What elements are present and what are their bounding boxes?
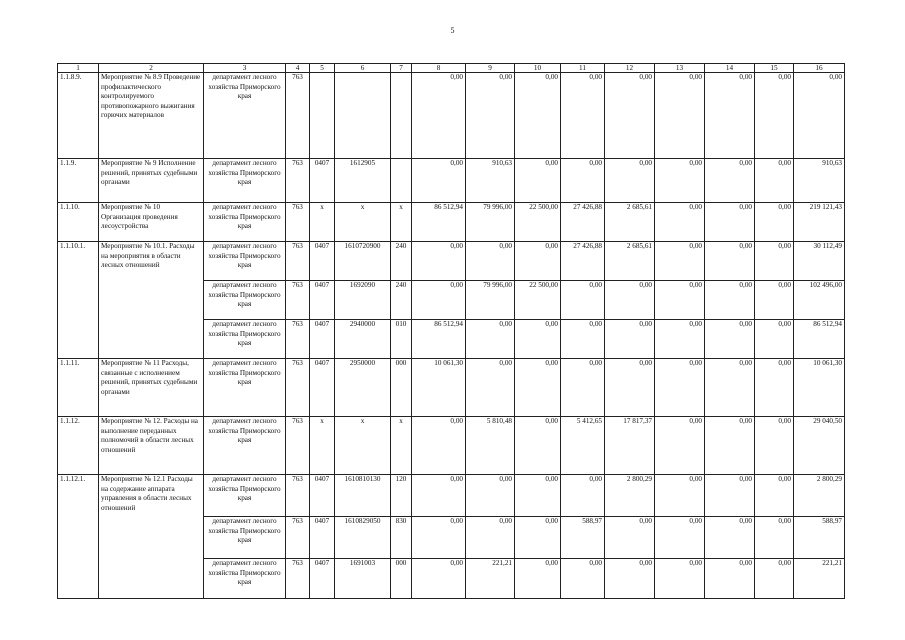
table-row	[58, 159, 845, 203]
grbs-cell: 763	[286, 159, 310, 203]
amount-cell: 79 996,00	[466, 281, 515, 320]
rzpr-cell: x	[310, 203, 335, 242]
table-row	[58, 203, 845, 242]
vr-cell: 000	[391, 359, 412, 417]
amount-cell: 0,00	[794, 73, 845, 159]
amount-cell: 0,00	[705, 159, 755, 203]
amount-cell: 0,00	[655, 359, 705, 417]
executor-cell: департамент лесного хозяйства Приморского края	[204, 359, 286, 417]
amount-cell: 0,00	[466, 517, 515, 559]
amount-cell: 588,97	[561, 517, 605, 559]
amount-cell: 0,00	[561, 281, 605, 320]
amount-cell: 910,63	[794, 159, 845, 203]
amount-cell: 0,00	[705, 242, 755, 281]
amount-cell: 219 121,43	[794, 203, 845, 242]
vr-cell: x	[391, 417, 412, 475]
amount-cell: 0,00	[705, 320, 755, 359]
amount-cell: 0,00	[605, 517, 655, 559]
measure-name-cell: Мероприятие № 10 Организация проведения лесоустройства	[99, 203, 204, 242]
csr-cell: 1691003	[335, 559, 391, 599]
amount-cell: 0,00	[412, 517, 466, 559]
rzpr-cell: 0407	[310, 242, 335, 281]
column-header: 1	[58, 64, 99, 73]
rzpr-cell: x	[310, 417, 335, 475]
amount-cell: 0,00	[515, 475, 561, 517]
amount-cell: 17 817,37	[605, 417, 655, 475]
amount-cell: 2 800,29	[794, 475, 845, 517]
amount-cell: 0,00	[655, 417, 705, 475]
amount-cell: 0,00	[515, 73, 561, 159]
amount-cell: 0,00	[466, 242, 515, 281]
amount-cell: 0,00	[605, 281, 655, 320]
amount-cell: 0,00	[655, 159, 705, 203]
grbs-cell: 763	[286, 242, 310, 281]
column-number-row	[58, 64, 845, 73]
measure-name-cell: Мероприятие № 8.9 Проведение профилактического контролируемого противопожарного выжигания горючих материалов	[99, 73, 204, 159]
executor-cell: департамент лесного хозяйства Приморского края	[204, 320, 286, 359]
grbs-cell: 763	[286, 559, 310, 599]
amount-cell: 0,00	[655, 281, 705, 320]
amount-cell: 2 685,61	[605, 242, 655, 281]
column-header: 11	[561, 64, 605, 73]
amount-cell: 0,00	[755, 559, 794, 599]
table-row	[58, 73, 845, 159]
column-header: 8	[412, 64, 466, 73]
amount-cell: 0,00	[705, 417, 755, 475]
amount-cell: 0,00	[605, 320, 655, 359]
amount-cell: 0,00	[705, 203, 755, 242]
amount-cell: 22 500,00	[515, 203, 561, 242]
amount-cell: 0,00	[561, 559, 605, 599]
amount-cell: 0,00	[412, 475, 466, 517]
amount-cell: 0,00	[561, 320, 605, 359]
row-code-cell: 1.1.11.	[58, 359, 99, 417]
amount-cell: 221,21	[794, 559, 845, 599]
column-header: 7	[391, 64, 412, 73]
amount-cell: 0,00	[655, 517, 705, 559]
amount-cell: 0,00	[412, 73, 466, 159]
amount-cell: 0,00	[466, 320, 515, 359]
amount-cell: 0,00	[466, 475, 515, 517]
column-header: 14	[705, 64, 755, 73]
amount-cell: 29 040,50	[794, 417, 845, 475]
amount-cell: 22 500,00	[515, 281, 561, 320]
vr-cell: 830	[391, 517, 412, 559]
amount-cell: 79 996,00	[466, 203, 515, 242]
amount-cell: 0,00	[515, 517, 561, 559]
amount-cell: 0,00	[705, 73, 755, 159]
amount-cell: 2 800,29	[605, 475, 655, 517]
amount-cell: 0,00	[466, 73, 515, 159]
table-row	[58, 359, 845, 417]
column-header: 2	[99, 64, 204, 73]
column-header: 5	[310, 64, 335, 73]
csr-cell: x	[335, 417, 391, 475]
amount-cell: 0,00	[755, 242, 794, 281]
amount-cell: 0,00	[605, 73, 655, 159]
amount-cell: 0,00	[561, 159, 605, 203]
vr-cell: 010	[391, 320, 412, 359]
amount-cell: 0,00	[655, 559, 705, 599]
amount-cell: 86 512,94	[412, 320, 466, 359]
amount-cell: 0,00	[515, 417, 561, 475]
vr-cell: x	[391, 203, 412, 242]
executor-cell: департамент лесного хозяйства Приморского края	[204, 475, 286, 517]
amount-cell: 0,00	[466, 359, 515, 417]
grbs-cell: 763	[286, 475, 310, 517]
grbs-cell: 763	[286, 73, 310, 159]
executor-cell: департамент лесного хозяйства Приморского края	[204, 559, 286, 599]
table-row	[58, 417, 845, 475]
budget-table	[57, 63, 845, 599]
amount-cell: 0,00	[515, 559, 561, 599]
amount-cell: 0,00	[655, 73, 705, 159]
amount-cell: 0,00	[412, 242, 466, 281]
page-number: 5	[450, 26, 455, 35]
amount-cell: 0,00	[655, 475, 705, 517]
amount-cell: 102 496,00	[794, 281, 845, 320]
column-header: 15	[755, 64, 794, 73]
amount-cell: 0,00	[412, 159, 466, 203]
executor-cell: департамент лесного хозяйства Приморского края	[204, 281, 286, 320]
amount-cell: 0,00	[755, 159, 794, 203]
amount-cell: 86 512,94	[412, 203, 466, 242]
vr-cell: 000	[391, 559, 412, 599]
rzpr-cell: 0407	[310, 359, 335, 417]
amount-cell: 0,00	[561, 73, 605, 159]
csr-cell: 1610720900	[335, 242, 391, 281]
measure-name-cell: Мероприятие № 9 Исполнение решений, принятых судебными органами	[99, 159, 204, 203]
csr-cell: 1692090	[335, 281, 391, 320]
executor-cell: департамент лесного хозяйства Приморского края	[204, 203, 286, 242]
amount-cell: 0,00	[412, 417, 466, 475]
table-row	[58, 242, 845, 281]
amount-cell: 86 512,94	[794, 320, 845, 359]
grbs-cell: 763	[286, 320, 310, 359]
row-code-cell: 1.1.12.	[58, 417, 99, 475]
amount-cell: 5 412,65	[561, 417, 605, 475]
column-header: 6	[335, 64, 391, 73]
grbs-cell: 763	[286, 281, 310, 320]
row-code-cell: 1.1.10.	[58, 203, 99, 242]
vr-cell: 120	[391, 475, 412, 517]
executor-cell: департамент лесного хозяйства Приморского края	[204, 159, 286, 203]
amount-cell: 27 426,88	[561, 242, 605, 281]
amount-cell: 5 810,48	[466, 417, 515, 475]
amount-cell: 0,00	[605, 359, 655, 417]
amount-cell: 0,00	[655, 320, 705, 359]
row-code-cell: 1.1.12.1.	[58, 475, 99, 599]
executor-cell: департамент лесного хозяйства Приморского края	[204, 73, 286, 159]
row-code-cell: 1.1.10.1.	[58, 242, 99, 359]
amount-cell: 0,00	[561, 359, 605, 417]
amount-cell: 27 426,88	[561, 203, 605, 242]
amount-cell: 0,00	[755, 359, 794, 417]
amount-cell: 0,00	[705, 281, 755, 320]
executor-cell: департамент лесного хозяйства Приморского края	[204, 417, 286, 475]
rzpr-cell: 0407	[310, 320, 335, 359]
amount-cell: 221,21	[466, 559, 515, 599]
executor-cell: департамент лесного хозяйства Приморского края	[204, 517, 286, 559]
csr-cell: 2950000	[335, 359, 391, 417]
amount-cell: 0,00	[755, 203, 794, 242]
column-header: 10	[515, 64, 561, 73]
amount-cell: 588,97	[794, 517, 845, 559]
vr-cell: 240	[391, 281, 412, 320]
rzpr-cell: 0407	[310, 559, 335, 599]
grbs-cell: 763	[286, 359, 310, 417]
amount-cell: 2 685,61	[605, 203, 655, 242]
vr-cell	[391, 159, 412, 203]
amount-cell: 910,63	[466, 159, 515, 203]
amount-cell: 0,00	[561, 475, 605, 517]
amount-cell: 0,00	[705, 559, 755, 599]
measure-name-cell: Мероприятие № 12.1 Расходы на содержание аппарата управления в области лесных отношений	[99, 475, 204, 599]
amount-cell: 0,00	[755, 475, 794, 517]
amount-cell: 0,00	[655, 203, 705, 242]
vr-cell	[391, 73, 412, 159]
grbs-cell: 763	[286, 203, 310, 242]
row-code-cell: 1.1.8.9.	[58, 73, 99, 159]
measure-name-cell: Мероприятие № 11 Расходы, связанные с исполнением решений, принятых судебными органами	[99, 359, 204, 417]
amount-cell: 0,00	[755, 73, 794, 159]
grbs-cell: 763	[286, 417, 310, 475]
rzpr-cell: 0407	[310, 159, 335, 203]
rzpr-cell: 0407	[310, 475, 335, 517]
csr-cell: 1610810130	[335, 475, 391, 517]
csr-cell	[335, 73, 391, 159]
rzpr-cell	[310, 73, 335, 159]
amount-cell: 0,00	[705, 359, 755, 417]
csr-cell: x	[335, 203, 391, 242]
amount-cell: 30 112,49	[794, 242, 845, 281]
amount-cell: 0,00	[655, 242, 705, 281]
csr-cell: 2940000	[335, 320, 391, 359]
amount-cell: 0,00	[755, 320, 794, 359]
amount-cell: 0,00	[755, 517, 794, 559]
amount-cell: 0,00	[515, 359, 561, 417]
csr-cell: 1612905	[335, 159, 391, 203]
amount-cell: 0,00	[515, 242, 561, 281]
column-header: 13	[655, 64, 705, 73]
grbs-cell: 763	[286, 517, 310, 559]
amount-cell: 0,00	[412, 559, 466, 599]
amount-cell: 0,00	[412, 281, 466, 320]
measure-name-cell: Мероприятие № 12. Расходы на выполнение переданных полномочий в области лесных отношений	[99, 417, 204, 475]
csr-cell: 1610829050	[335, 517, 391, 559]
column-header: 16	[794, 64, 845, 73]
amount-cell: 0,00	[605, 559, 655, 599]
amount-cell: 0,00	[705, 475, 755, 517]
rzpr-cell: 0407	[310, 517, 335, 559]
column-header: 9	[466, 64, 515, 73]
amount-cell: 10 061,30	[412, 359, 466, 417]
measure-name-cell: Мероприятие № 10.1. Расходы на мероприятия в области лесных отношений	[99, 242, 204, 359]
amount-cell: 0,00	[755, 417, 794, 475]
vr-cell: 240	[391, 242, 412, 281]
amount-cell: 0,00	[515, 159, 561, 203]
column-header: 12	[605, 64, 655, 73]
rzpr-cell: 0407	[310, 281, 335, 320]
amount-cell: 0,00	[705, 517, 755, 559]
column-header: 3	[204, 64, 286, 73]
amount-cell: 10 061,30	[794, 359, 845, 417]
executor-cell: департамент лесного хозяйства Приморского края	[204, 242, 286, 281]
column-header: 4	[286, 64, 310, 73]
amount-cell: 0,00	[755, 281, 794, 320]
table-row	[58, 475, 845, 517]
amount-cell: 0,00	[515, 320, 561, 359]
row-code-cell: 1.1.9.	[58, 159, 99, 203]
amount-cell: 0,00	[605, 159, 655, 203]
